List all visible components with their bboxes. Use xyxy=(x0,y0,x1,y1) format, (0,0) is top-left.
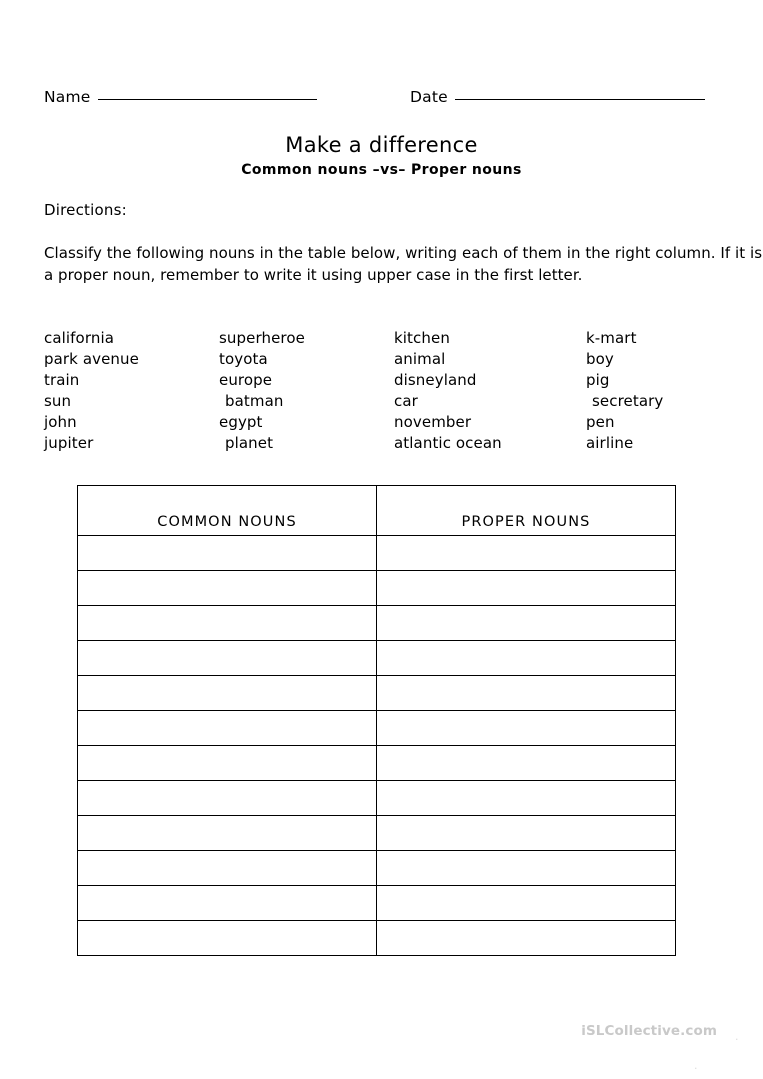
word-item: k-mart xyxy=(586,329,637,347)
watermark-dot-right: . xyxy=(735,1030,739,1043)
word-item: november xyxy=(394,413,472,431)
watermark-dot-below: . xyxy=(694,1059,698,1072)
cell-common-noun[interactable] xyxy=(78,781,377,816)
word-item: secretary xyxy=(592,392,664,410)
word-column-4 xyxy=(586,328,663,454)
name-date-row xyxy=(44,88,719,112)
word-item: batman xyxy=(225,392,284,410)
word-item: superheroe xyxy=(219,329,305,347)
cell-common-noun[interactable] xyxy=(78,676,377,711)
word-item: atlantic ocean xyxy=(394,434,502,452)
column-header-proper-nouns: PROPER NOUNS xyxy=(377,486,676,536)
cell-proper-noun[interactable] xyxy=(377,886,676,921)
cell-common-noun[interactable] xyxy=(78,746,377,781)
word-column-1 xyxy=(44,328,139,454)
cell-proper-noun[interactable] xyxy=(377,816,676,851)
table-body xyxy=(78,536,676,956)
table-row xyxy=(78,851,676,886)
table-row xyxy=(78,711,676,746)
cell-common-noun[interactable] xyxy=(78,886,377,921)
word-item: europe xyxy=(219,371,273,389)
column-header-common-nouns: COMMON NOUNS xyxy=(78,486,377,536)
table-row xyxy=(78,816,676,851)
cell-proper-noun[interactable] xyxy=(377,851,676,886)
date-field-group xyxy=(410,88,705,112)
word-item: kitchen xyxy=(394,329,450,347)
cell-common-noun[interactable] xyxy=(78,851,377,886)
islcollective-watermark: iSLCollective.com xyxy=(581,1023,717,1039)
cell-proper-noun[interactable] xyxy=(377,746,676,781)
cell-common-noun[interactable] xyxy=(78,921,377,956)
word-item: california xyxy=(44,329,115,347)
table-row xyxy=(78,781,676,816)
cell-proper-noun[interactable] xyxy=(377,711,676,746)
table-row xyxy=(78,886,676,921)
word-item: car xyxy=(394,392,418,410)
date-write-in-line[interactable] xyxy=(455,99,705,100)
table-row xyxy=(78,606,676,641)
word-column-3 xyxy=(394,328,502,454)
word-item: boy xyxy=(586,350,614,368)
cell-common-noun[interactable] xyxy=(78,711,377,746)
table-row xyxy=(78,921,676,956)
name-field-group xyxy=(44,88,317,112)
title-block xyxy=(0,132,763,181)
table-row xyxy=(78,571,676,606)
word-item: pen xyxy=(586,413,615,431)
cell-common-noun[interactable] xyxy=(78,571,377,606)
directions-label: Directions: xyxy=(44,201,127,219)
name-label: Name xyxy=(44,88,91,106)
table-row xyxy=(78,536,676,571)
name-write-in-line[interactable] xyxy=(98,99,317,100)
word-item: toyota xyxy=(219,350,268,368)
directions-line-1: Classify the following nouns in the table below, writing each of them in the right column. If it is xyxy=(44,244,763,262)
cell-proper-noun[interactable] xyxy=(377,781,676,816)
cell-proper-noun[interactable] xyxy=(377,641,676,676)
cell-proper-noun[interactable] xyxy=(377,606,676,641)
answer-table-wrapper xyxy=(77,485,675,956)
word-item: sun xyxy=(44,392,72,410)
table-row xyxy=(78,746,676,781)
cell-common-noun[interactable] xyxy=(78,816,377,851)
classification-table xyxy=(77,485,676,956)
cell-proper-noun[interactable] xyxy=(377,676,676,711)
word-item: pig xyxy=(586,371,610,389)
word-item: disneyland xyxy=(394,371,477,389)
cell-proper-noun[interactable] xyxy=(377,536,676,571)
cell-proper-noun[interactable] xyxy=(377,571,676,606)
table-header-row xyxy=(78,486,676,536)
cell-common-noun[interactable] xyxy=(78,606,377,641)
page-title: Make a difference xyxy=(285,133,478,157)
word-item: airline xyxy=(586,434,634,452)
word-column-2 xyxy=(219,328,305,454)
date-label: Date xyxy=(410,88,448,106)
cell-proper-noun[interactable] xyxy=(377,921,676,956)
word-item: egypt xyxy=(219,413,263,431)
cell-common-noun[interactable] xyxy=(78,536,377,571)
directions-text xyxy=(44,242,763,286)
word-item: park avenue xyxy=(44,350,139,368)
word-item: train xyxy=(44,371,80,389)
table-row xyxy=(78,641,676,676)
page-subtitle: Common nouns –vs– Proper nouns xyxy=(241,162,522,178)
word-item: jupiter xyxy=(44,434,94,452)
word-item: animal xyxy=(394,350,446,368)
table-row xyxy=(78,676,676,711)
cell-common-noun[interactable] xyxy=(78,641,377,676)
directions-line-2: a proper noun, remember to write it using upper case in the first letter. xyxy=(44,266,583,284)
word-item: planet xyxy=(225,434,274,452)
word-item: john xyxy=(44,413,77,431)
word-bank xyxy=(44,328,734,452)
